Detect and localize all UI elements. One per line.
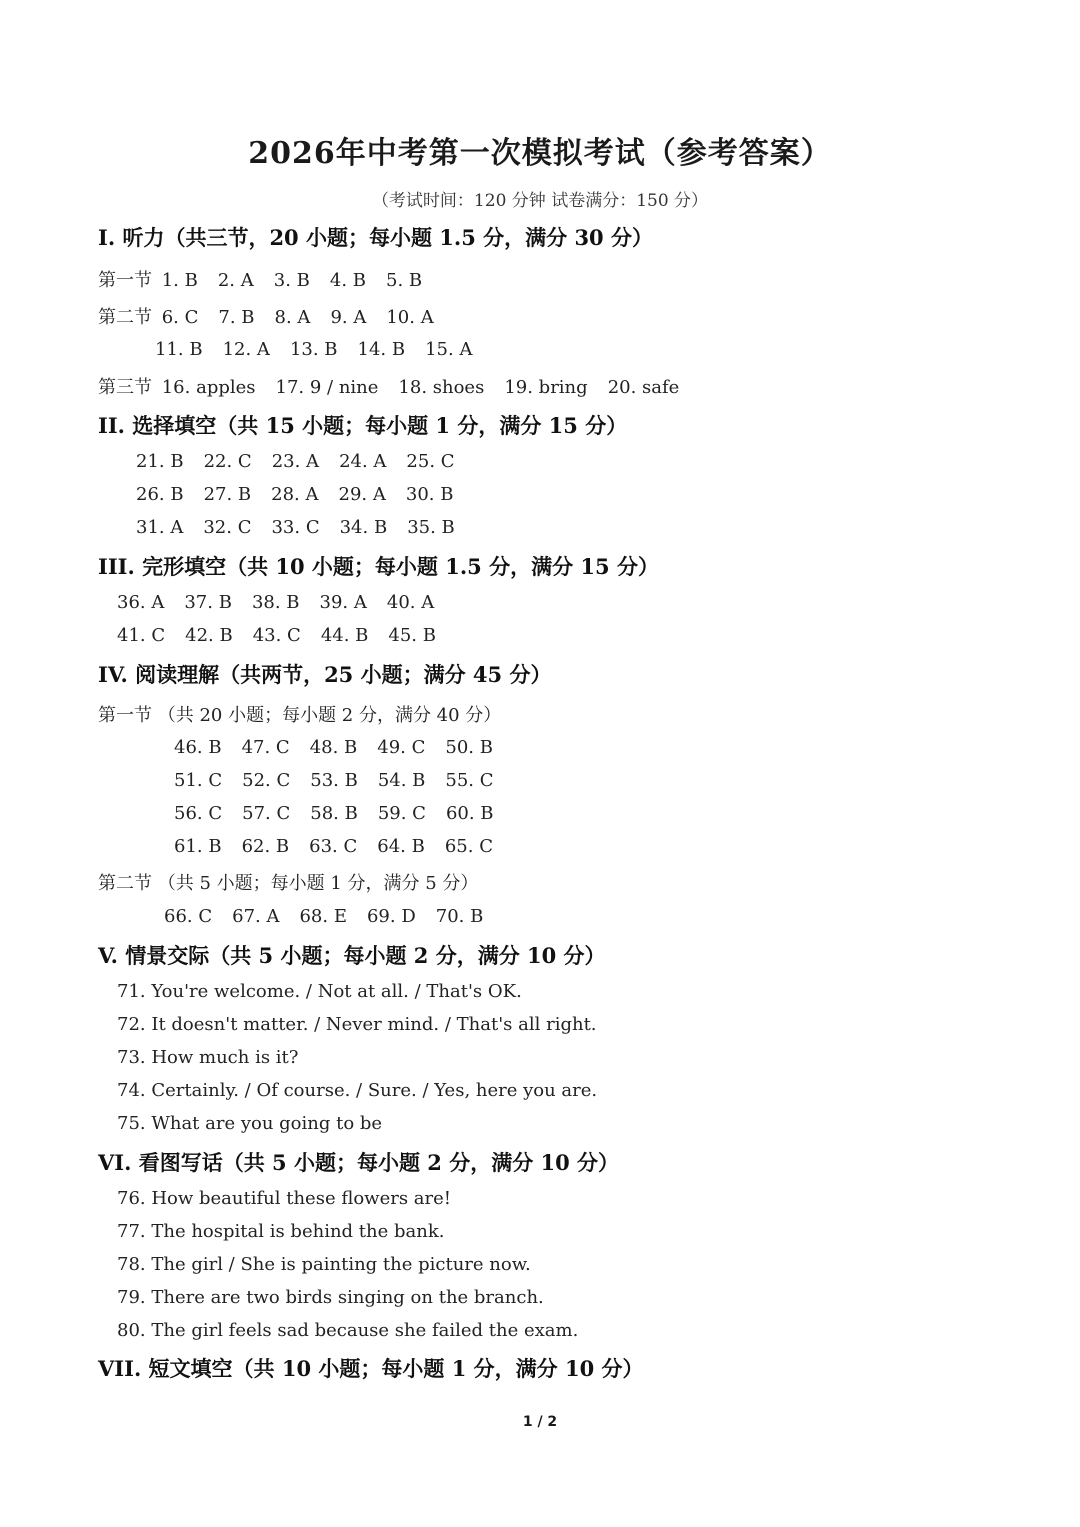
answer-row <box>164 906 503 927</box>
answer-item: 25. C <box>406 451 455 472</box>
answer-item: 22. C <box>203 451 252 472</box>
part-label: 第二节 <box>98 307 152 328</box>
answer-item: 16. apples <box>161 377 256 398</box>
page-title: 2026年中考第一次模拟考试（参考答案） <box>248 136 832 171</box>
section-heading-picture-writing: VI. 看图写话（共 5 小题；每小题 2 分，满分 10 分） <box>98 1150 620 1175</box>
reading-part1-label: 第一节 （共 20 小题；每小题 2 分，满分 40 分） <box>98 705 502 726</box>
answer-line: 78. The girl / She is painting the picture now. <box>117 1254 531 1275</box>
answer-item: 2. A <box>217 270 254 291</box>
answer-item: 17. 9 / nine <box>275 377 379 398</box>
answer-item: 53. B <box>310 770 358 791</box>
answer-item: 65. C <box>444 836 493 857</box>
listening-part2-row <box>98 303 454 329</box>
answer-item: 13. B <box>289 339 338 360</box>
answer-item: 19. bring <box>504 377 588 398</box>
answer-item: 51. C <box>174 770 223 791</box>
section-heading-dialogue: V. 情景交际（共 5 小题；每小题 2 分，满分 10 分） <box>98 943 606 968</box>
answer-item: 29. A <box>338 484 386 505</box>
answer-item: 56. C <box>174 803 223 824</box>
answer-item: 37. B <box>184 592 232 613</box>
answer-item: 6. C <box>161 307 199 328</box>
listening-part1-row <box>98 266 442 292</box>
answer-item: 11. B <box>155 339 203 360</box>
answer-item: 68. E <box>299 906 347 927</box>
answer-item: 62. B <box>241 836 290 857</box>
answer-item: 69. D <box>366 906 416 927</box>
answer-item: 14. B <box>357 339 406 360</box>
answer-row <box>117 625 456 646</box>
answer-item: 39. A <box>319 592 367 613</box>
answer-line: 80. The girl feels sad because she failed the exam. <box>117 1320 579 1341</box>
answer-item: 45. B <box>388 625 436 646</box>
answer-item: 67. A <box>232 906 280 927</box>
answer-row <box>174 803 514 824</box>
answer-item: 57. C <box>242 803 291 824</box>
answer-item: 36. A <box>117 592 165 613</box>
answer-item: 58. B <box>310 803 358 824</box>
answer-item: 18. shoes <box>398 377 485 398</box>
answer-item: 23. A <box>271 451 320 472</box>
answer-item: 44. B <box>320 625 369 646</box>
answer-row <box>174 836 513 857</box>
answer-item: 49. C <box>377 737 426 758</box>
answer-item: 60. B <box>445 803 494 824</box>
section-heading-multiple-choice: II. 选择填空（共 15 小题；每小题 1 分，满分 15 分） <box>98 413 628 438</box>
answer-item: 35. B <box>407 517 455 538</box>
answer-item: 1. B <box>161 270 198 291</box>
answer-line: 72. It doesn't matter. / Never mind. / That's all right. <box>117 1014 597 1035</box>
answer-row <box>174 737 513 758</box>
answer-item: 7. B <box>218 307 255 328</box>
answer-item: 28. A <box>271 484 319 505</box>
exam-info: （考试时间：120 分钟 试卷满分：150 分） <box>371 191 709 211</box>
answer-line: 76. How beautiful these flowers are! <box>117 1188 452 1209</box>
reading-part2-label: 第二节 （共 5 小题；每小题 1 分，满分 5 分） <box>98 873 479 894</box>
section-heading-reading: IV. 阅读理解（共两节，25 小题；满分 45 分） <box>98 662 552 687</box>
answer-item: 3. B <box>273 270 310 291</box>
answer-item: 10. A <box>386 307 434 328</box>
answer-item: 54. B <box>377 770 426 791</box>
listening-part2-row <box>155 339 492 360</box>
answer-row <box>117 592 454 613</box>
part-label: 第一节 <box>98 270 152 291</box>
answer-item: 24. A <box>339 451 387 472</box>
listening-part3-row <box>98 373 699 399</box>
answer-item: 9. A <box>330 307 367 328</box>
answer-row <box>174 770 514 791</box>
answer-item: 48. B <box>309 737 358 758</box>
answer-item: 63. C <box>309 836 358 857</box>
section-heading-passage-fill: VII. 短文填空（共 10 小题；每小题 1 分，满分 10 分） <box>98 1356 644 1381</box>
answer-item: 5. B <box>386 270 423 291</box>
answer-item: 42. B <box>185 625 233 646</box>
answer-line: 74. Certainly. / Of course. / Sure. / Yes, here you are. <box>117 1080 598 1101</box>
answer-item: 34. B <box>339 517 388 538</box>
answer-line: 75. What are you going to be <box>117 1113 383 1134</box>
answer-item: 8. A <box>274 307 311 328</box>
answer-item: 66. C <box>164 906 213 927</box>
answer-item: 38. B <box>251 592 300 613</box>
answer-item: 40. A <box>386 592 435 613</box>
answer-item: 33. C <box>271 517 320 538</box>
answer-item: 41. C <box>117 625 166 646</box>
section-heading-listening: I. 听力（共三节，20 小题；每小题 1.5 分，满分 30 分） <box>98 225 653 250</box>
answer-item: 70. B <box>435 906 484 927</box>
answer-item: 55. C <box>445 770 494 791</box>
part-label: 第三节 <box>98 377 152 398</box>
answer-item: 30. B <box>405 484 454 505</box>
answer-line: 73. How much is it? <box>117 1047 299 1068</box>
answer-item: 47. C <box>241 737 290 758</box>
answer-item: 31. A <box>136 517 184 538</box>
answer-row <box>136 484 473 505</box>
answer-item: 15. A <box>425 339 473 360</box>
answer-row <box>136 517 475 538</box>
answer-line: 79. There are two birds singing on the branch. <box>117 1287 544 1308</box>
answer-row <box>136 451 475 472</box>
answer-line: 77. The hospital is behind the bank. <box>117 1221 445 1242</box>
answer-item: 32. C <box>203 517 252 538</box>
section-heading-cloze: III. 完形填空（共 10 小题；每小题 1.5 分，满分 15 分） <box>98 554 659 579</box>
answer-item: 43. C <box>252 625 301 646</box>
answer-item: 50. B <box>445 737 493 758</box>
answer-line: 71. You're welcome. / Not at all. / That's OK. <box>117 981 522 1002</box>
page-number: 1 / 2 <box>522 1414 558 1430</box>
answer-item: 46. B <box>174 737 222 758</box>
answer-item: 59. C <box>377 803 426 824</box>
answer-item: 4. B <box>329 270 367 291</box>
answer-item: 64. B <box>377 836 425 857</box>
answer-item: 61. B <box>174 836 222 857</box>
answer-item: 27. B <box>203 484 252 505</box>
answer-item: 52. C <box>242 770 291 791</box>
answer-item: 26. B <box>136 484 184 505</box>
answer-item: 20. safe <box>607 377 680 398</box>
answer-item: 12. A <box>222 339 270 360</box>
answer-item: 21. B <box>136 451 184 472</box>
